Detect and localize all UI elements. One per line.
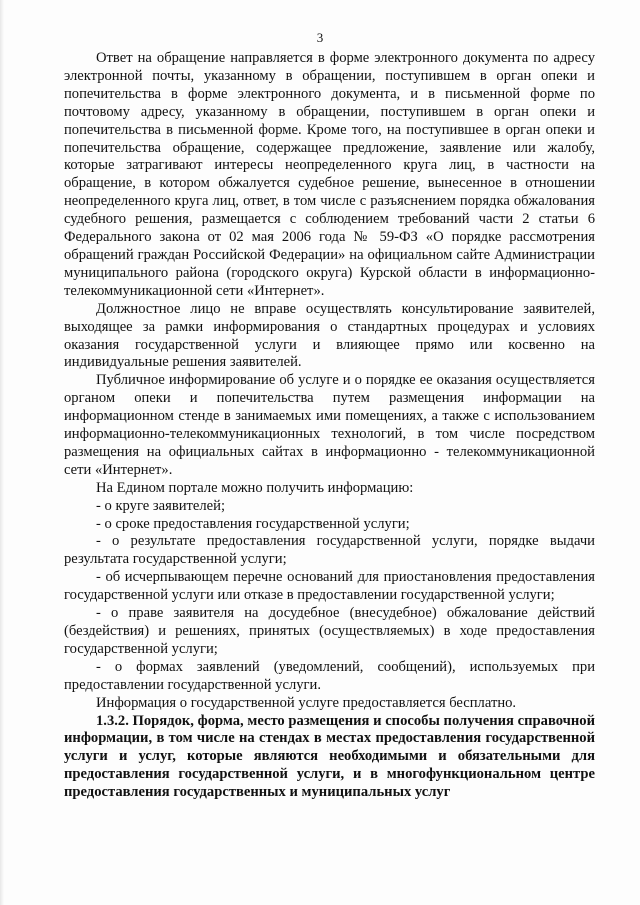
scan-edge — [0, 0, 4, 905]
list-item-appeal-right: - о праве заявителя на досудебное (внесудебное) обжалование действий (бездействия) и решениях, принятых (осуществляемых) в ходе предоставления государственной услуги; — [64, 605, 595, 657]
paragraph-response-delivery: Ответ на обращение направляется в форме электронного документа по адресу электронной почты, указанному в обращении, поступившем в орган опеки и попечительства в форме электронного документа, и в письменной форме по почтовому адресу, указанному в обращении, поступившем в орган опеки и попечительства в письменной форме. Кроме того, на поступившее в орган опеки и попечительства обращение, содержащее предложение, заявление или жалобу, которые затрагивают интересы неопределенного круга лиц, в частности на обращение, в котором обжалуется судебное решение, вынесенное в отношении неопределенного круга лиц, ответ, в том числе с разъяснением порядка обжалования судебного решения, размещается с соблюдением требований части 2 статьи 6 Федерального закона от 02 мая 2006 года № 59-ФЗ «О порядке рассмотрения обращений граждан Российской Федерации» на официальном сайте Администрации муниципального района (городского округа) Курской области в информационно-телекоммуникационной сети «Интернет». — [64, 50, 595, 299]
paragraph-free-of-charge: Информация о государственной услуге предоставляется бесплатно. — [96, 694, 517, 711]
paragraph-public-informing: Публичное информирование об услуге и о порядке ее оказания осуществляется органом опеки и попечительства путем размещения информации на информационном стенде в занимаемых ими помещениях, а также с использованием информационно-телекоммуникационных технологий, в том числе посредством размещения на официальных сайтах в информационно - телекоммуникационной сети «Интернет». — [64, 372, 595, 478]
list-item-result: - о результате предоставления государственной услуги, порядке выдачи результата государственной услуги; — [64, 533, 595, 568]
list-item-forms: - о формах заявлений (уведомлений, сообщений), используемых при предоставлении государственной услуги. — [64, 658, 595, 693]
list-item-grounds: - об исчерпывающем перечне оснований для приостановления предоставления государственной услуги или отказе в предоставлении государственной услуги; — [64, 569, 595, 604]
paragraph-portal-intro: На Едином портале можно получить информацию: — [96, 479, 414, 496]
document-body — [64, 50, 595, 802]
paragraph-consulting-limits: Должностное лицо не вправе осуществлять консультирование заявителей, выходящее за рамки информирования о стандартных процедурах и условиях оказания государственной услуги и влияющее прямо или косвенно на индивидуальные решения заявителей. — [64, 300, 595, 371]
list-item-term: - о сроке предоставления государственной услуги; — [96, 515, 410, 532]
section-heading-1-3-2: 1.3.2. Порядок, форма, место размещения и способы получения справочной информации, в том числе на стендах в местах предоставления государственной услуги и услуг, которые являются необходимыми и обязательными для предоставления государственной услуги, и в многофункциональном центре предоставления государственных и муниципальных услуг — [64, 712, 595, 801]
page-number: 3 — [316, 30, 324, 45]
list-item-applicants: - о круге заявителей; — [96, 497, 225, 514]
